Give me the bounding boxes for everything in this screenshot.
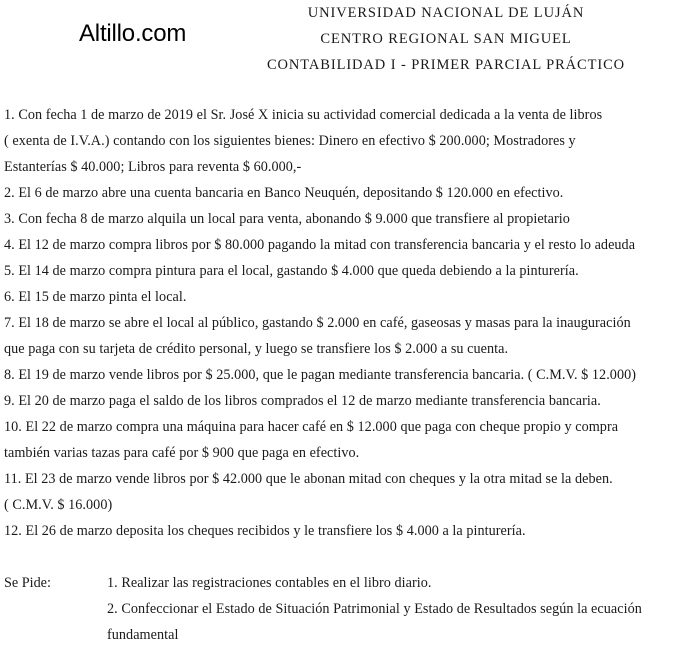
text-line: 3. Con fecha 8 de marzo alquila un local para venta, abonando $ 9.000 que transfiere al propietario [4, 211, 570, 227]
text-line: 8. El 19 de marzo vende libros por $ 25.000, que le pagan mediante transferencia bancaria. ( C.M.V. $ 12.000) [4, 367, 637, 383]
exam-header [226, 0, 666, 78]
requirements-list [107, 570, 698, 648]
requirements-label: Se Pide: [4, 575, 51, 591]
text-line: 1. Con fecha 1 de marzo de 2019 el Sr. José X inicia su actividad comercial dedicada a la venta de libros [4, 107, 603, 123]
exam-title: CONTABILIDAD I - PRIMER PARCIAL PRÁCTICO [266, 57, 626, 73]
text-line: ( C.M.V. $ 16.000) [4, 497, 113, 513]
text-line: 7. El 18 de marzo se abre el local al público, gastando $ 2.000 en café, gaseosas y masas para la inauguración [4, 315, 631, 331]
text-line: Estanterías $ 40.000; Libros para reventa $ 60.000,- [4, 159, 302, 175]
text-line: ( exenta de I.V.A.) contando con los siguientes bienes: Dinero en efectivo $ 200.000; Mostradores y [4, 133, 576, 149]
text-line: 11. El 23 de marzo vende libros por $ 42.000 que le abonan mitad con cheques y la otra mitad se la deben. [4, 471, 613, 487]
spacer [4, 544, 698, 570]
exam-body [4, 102, 698, 648]
regional-center: CENTRO REGIONAL SAN MIGUEL [320, 31, 572, 47]
text-line: 10. El 22 de marzo compra una máquina para hacer café en $ 12.000 que paga con cheque propio y compra [4, 419, 619, 435]
requirement-item: fundamental [107, 627, 179, 643]
text-line: 6. El 15 de marzo pinta el local. [4, 289, 187, 305]
text-line: 9. El 20 de marzo paga el saldo de los libros comprados el 12 de marzo mediante transferencia bancaria. [4, 393, 601, 409]
university-name: UNIVERSIDAD NACIONAL DE LUJÁN [307, 5, 585, 21]
text-line: 4. El 12 de marzo compra libros por $ 80.000 pagando la mitad con transferencia bancaria y el resto lo adeuda [4, 237, 636, 253]
site-logo: Altillo.com [79, 20, 187, 47]
text-line: 2. El 6 de marzo abre una cuenta bancaria en Banco Neuquén, depositando $ 120.000 en efectivo. [4, 185, 564, 201]
requirement-item: 1. Realizar las registraciones contables en el libro diario. [107, 575, 432, 591]
text-line: 12. El 26 de marzo deposita los cheques recibidos y le transfiere los $ 4.000 a la pinturería. [4, 523, 526, 539]
text-line: que paga con su tarjeta de crédito personal, y luego se transfiere los $ 2.000 a su cuenta. [4, 341, 509, 357]
requirement-item: 2. Confeccionar el Estado de Situación Patrimonial y Estado de Resultados según la ecuación [107, 601, 642, 617]
text-line: 5. El 14 de marzo compra pintura para el local, gastando $ 4.000 que queda debiendo a la pinturería. [4, 263, 579, 279]
text-line: también varias tazas para café por $ 900 que paga en efectivo. [4, 445, 360, 461]
requirements-section [4, 570, 698, 648]
